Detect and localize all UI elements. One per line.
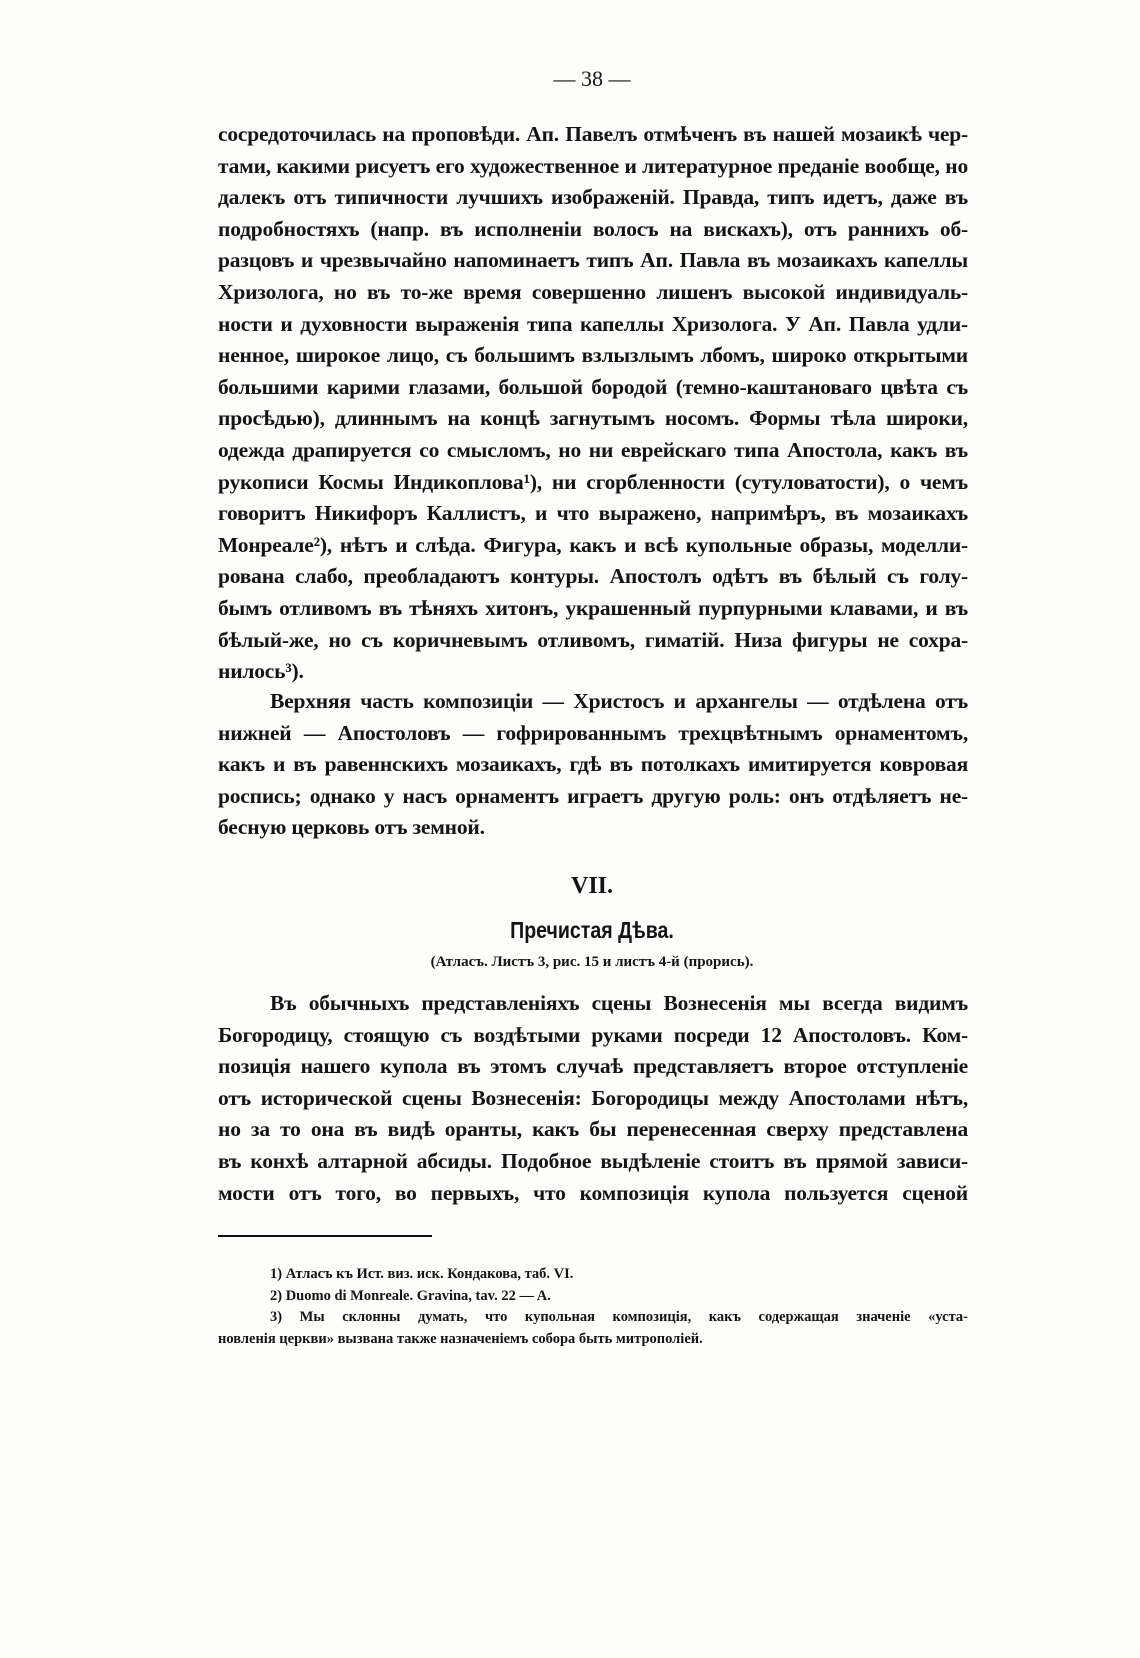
text-line: большими карими глазами, большой бородой (темно-каштановаго цвѣта съ xyxy=(218,374,968,399)
page-number: — 38 — xyxy=(553,66,631,91)
text-line: бѣлый-же, но съ коричневымъ отливомъ, гиматій. Низа фигуры не сохра- xyxy=(218,627,968,652)
footnotes xyxy=(218,1264,968,1350)
text-line: Верхняя часть композиціи — Христосъ и архангелы — отдѣлена отъ xyxy=(270,689,968,713)
section-number: VII. xyxy=(570,873,613,899)
text-line: роспись; однако у насъ орнаментъ играетъ другую роль: онъ отдѣляетъ не- xyxy=(218,783,968,808)
text-line: но за то она въ видѣ оранты, какъ бы перенесенная сверху представлена xyxy=(218,1117,968,1142)
text-line: разцовъ и чрезвычайно напоминаетъ типъ Ап. Павла въ мозаикахъ капеллы xyxy=(218,248,968,273)
text-line: просѣдью), длиннымъ на концѣ загнутымъ носомъ. Формы тѣла широки, xyxy=(218,406,968,431)
text-line: нижней — Апостоловъ — гофрированнымъ трехцвѣтнымъ орнаментомъ, xyxy=(218,720,968,745)
paragraph-3 xyxy=(218,988,968,1209)
text-line: рукописи Космы Индикоплова¹), ни сгорбленности (сутуловатости), о чемъ xyxy=(218,469,968,494)
text-line: отъ исторической сцены Вознесенія: Богородицы между Апостолами нѣтъ, xyxy=(218,1085,968,1110)
text-line: бымъ отливомъ въ тѣняхъ хитонъ, украшенный пурпурными клавами, и въ xyxy=(218,595,968,620)
text-line: Хризолога, но въ то-же время совершенно лишенъ высокой индивидуаль- xyxy=(218,279,968,304)
footnote-1: 1) Атласъ къ Ист. виз. иск. Кондакова, таб. VI. xyxy=(270,1266,574,1282)
text-line: рована слабо, преобладаютъ контуры. Апостолъ одѣтъ въ бѣлый съ голу- xyxy=(218,564,968,589)
text-line: тами, какими рисуетъ его художественное и литературное преданіе вообще, но xyxy=(218,153,968,178)
footnote-3: 3) Мы склонны думать, что купольная композиція, какъ содержащая значеніе «уста- xyxy=(270,1309,968,1325)
text-line: подробностяхъ (напр. въ исполненіи волосъ на вискахъ), отъ раннихъ об- xyxy=(218,216,968,241)
paragraph-2 xyxy=(218,686,968,844)
footnote-2: 2) Duomo di Monreale. Gravina, tav. 22 — A. xyxy=(270,1287,551,1304)
text-line: говоритъ Никифоръ Каллистъ, и что выражено, напримѣръ, въ мозаикахъ xyxy=(218,501,968,526)
text-line: ненное, широкое лицо, съ большимъ взлызлымъ лбомъ, широко открытыми xyxy=(218,343,968,368)
section-subtitle: (Атласъ. Листъ 3, рис. 15 и листъ 4-й (прорись). xyxy=(430,954,754,970)
text-line: Въ обычныхъ представленіяхъ сцены Вознесенія мы всегда видимъ xyxy=(270,991,968,1015)
footnote-divider xyxy=(218,1235,432,1237)
text-line: какъ и въ равеннскихъ мозаикахъ, гдѣ въ потолкахъ имитируется ковровая xyxy=(218,752,968,777)
footnote-3-continued: новленія церкви» вызвана также назначеніемъ собора быть митрополіей. xyxy=(218,1330,703,1347)
text-line: Монреале²), нѣтъ и слѣда. Фигура, какъ и всѣ купольные образы, моделли- xyxy=(218,532,968,557)
text-line: позиція нашего купола въ этомъ случаѣ представляетъ второе отступленіе xyxy=(218,1054,968,1079)
section-title: Пречистая Дѣва. xyxy=(510,917,674,943)
text-line: сосредоточилась на проповѣди. Ап. Павелъ отмѣченъ въ нашей мозаикѣ чер- xyxy=(218,122,968,146)
text-line: нилось³). xyxy=(218,659,304,684)
text-line: далекъ отъ типичности лучшихъ изображеній. Правда, типъ идетъ, даже въ xyxy=(218,185,968,210)
text-line: въ конхѣ алтарной абсиды. Подобное выдѣленіе стоитъ въ прямой зависи- xyxy=(218,1148,968,1173)
text-line: ности и духовности выраженія типа капеллы Хризолога. У Ап. Павла удли- xyxy=(218,311,968,336)
text-line: Богородицу, стоящую съ воздѣтыми руками посреди 12 Апостоловъ. Ком- xyxy=(218,1022,968,1047)
text-line: одежда драпируется со смысломъ, но ни еврейскаго типа Апостола, какъ въ xyxy=(218,437,968,462)
text-line: мости отъ того, во первыхъ, что композиція купола пользуется сценой xyxy=(218,1180,968,1205)
text-line: бесную церковь отъ земной. xyxy=(218,815,485,840)
paragraph-1 xyxy=(218,119,968,688)
